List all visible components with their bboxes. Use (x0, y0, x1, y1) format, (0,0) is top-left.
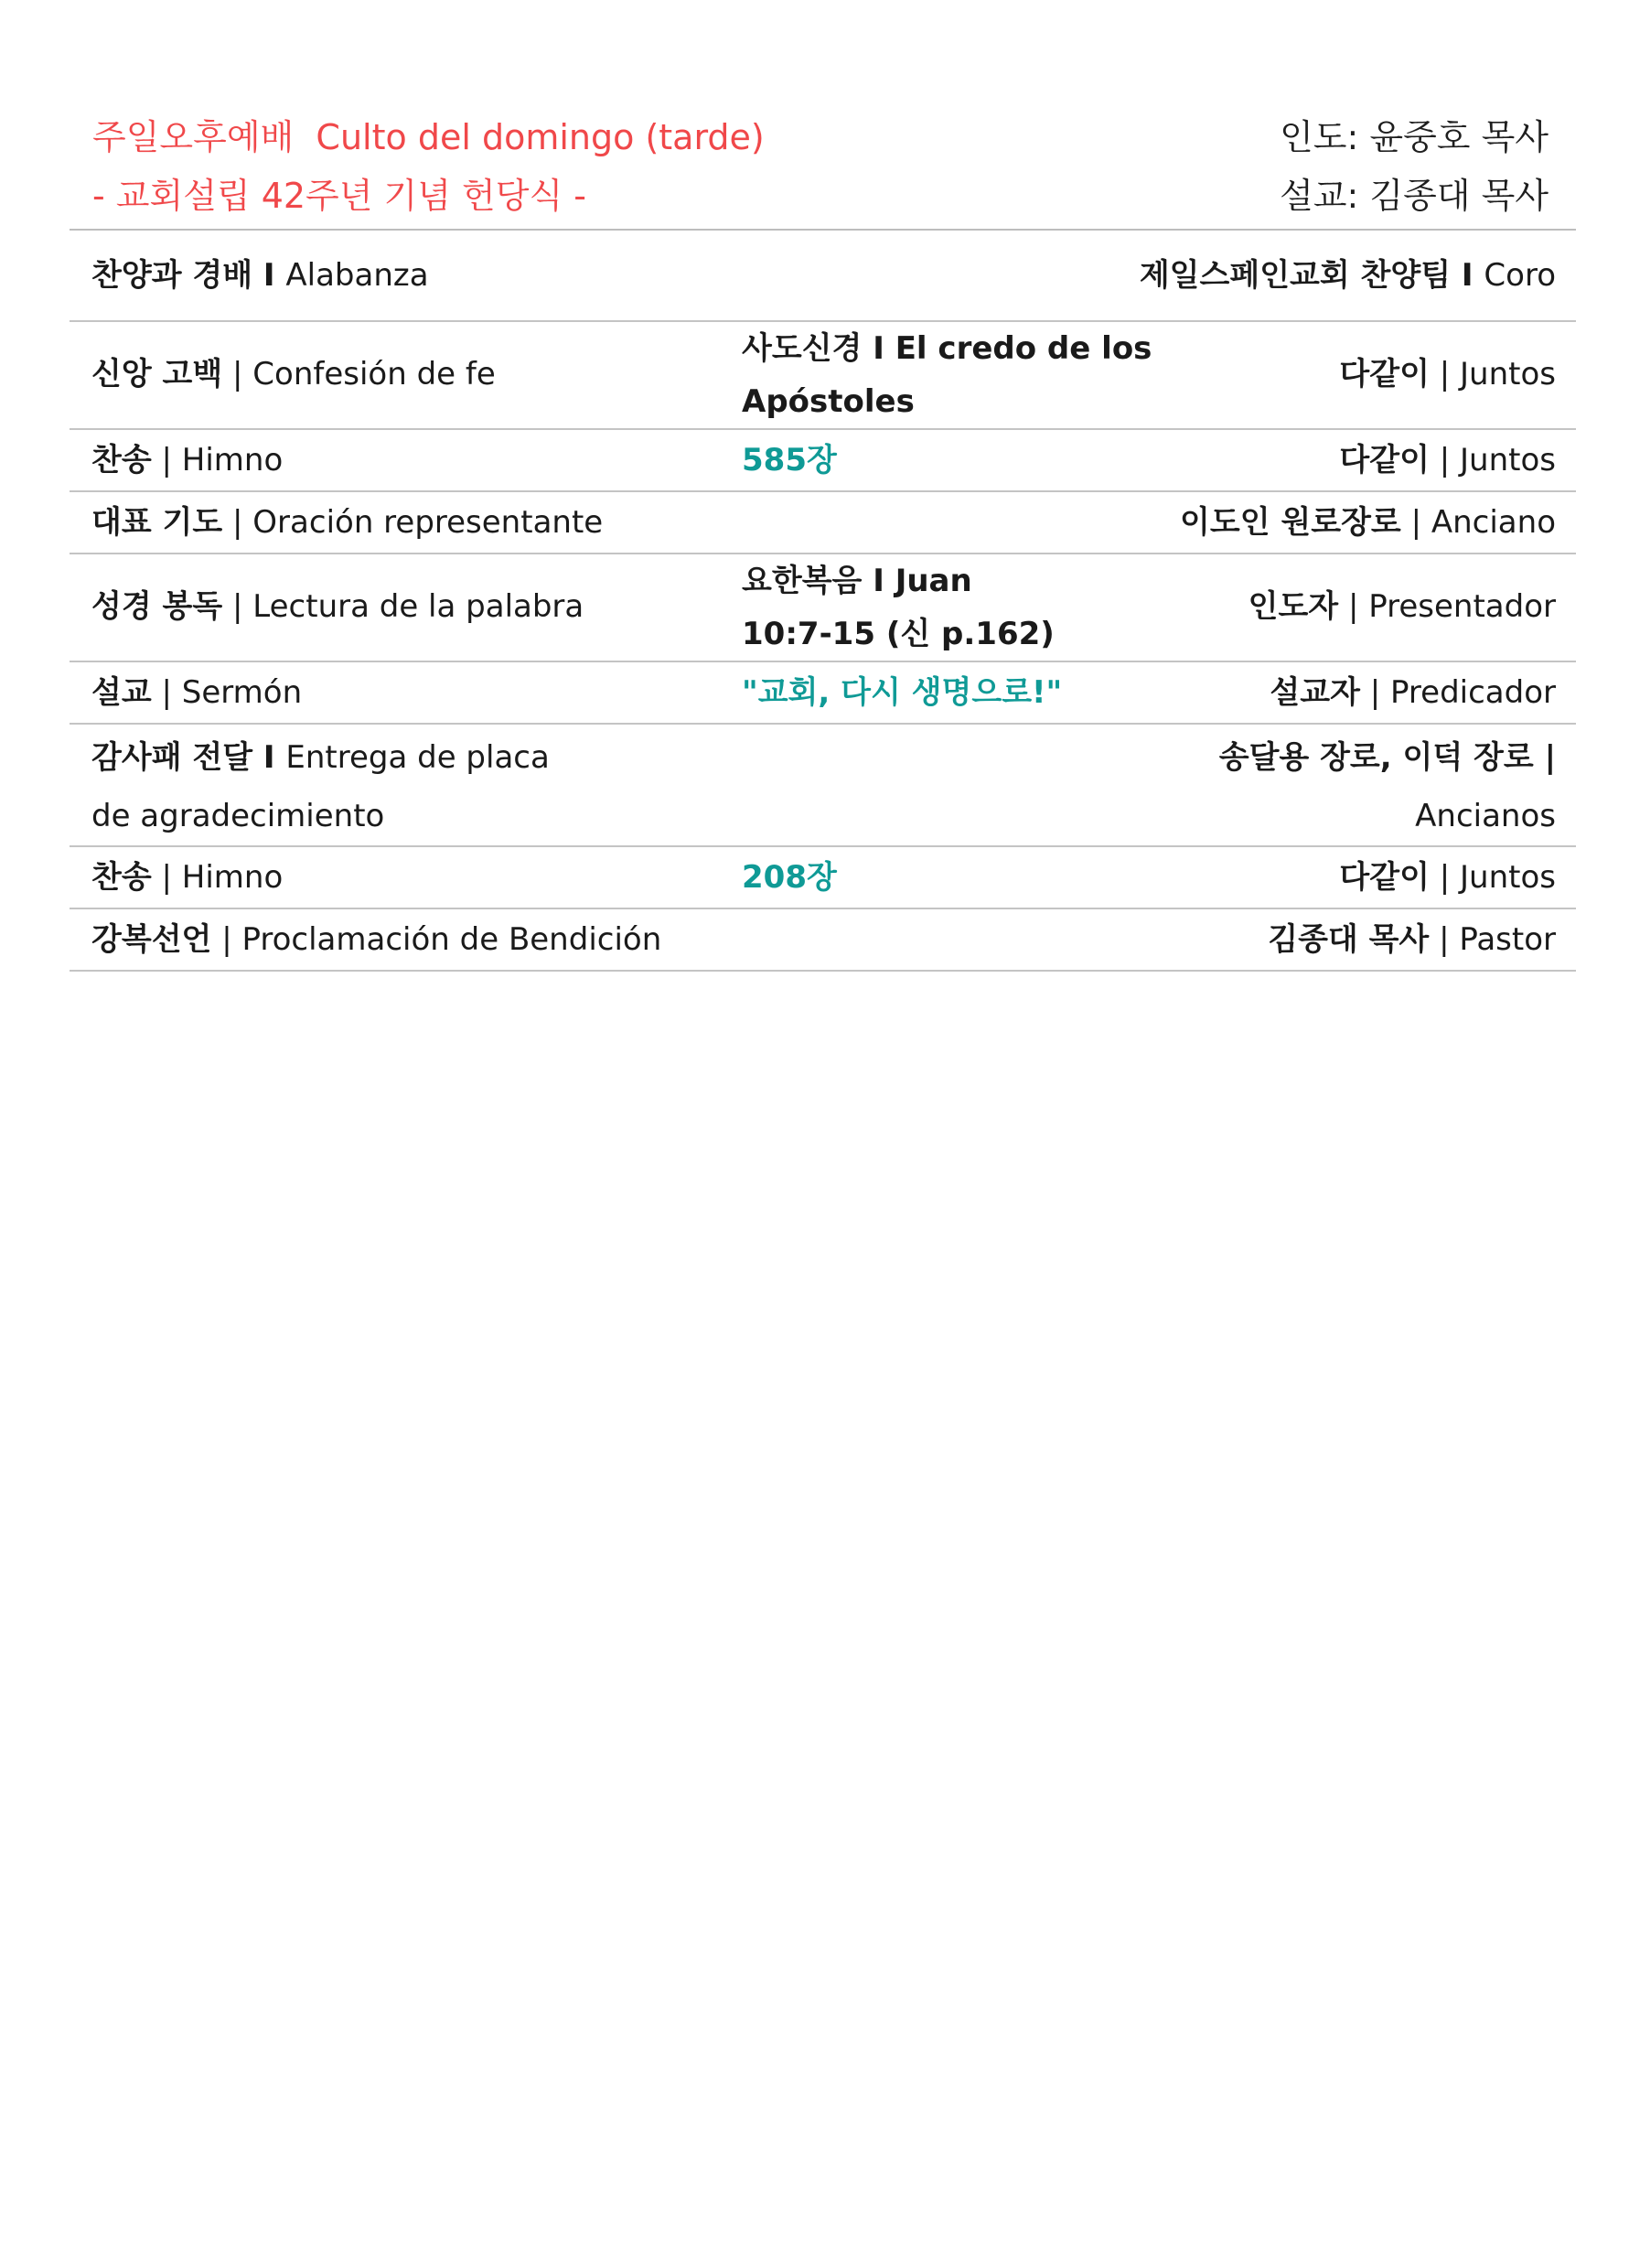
bulletin-header (70, 101, 1576, 229)
detail-line: 10:7-15 (신 p.162) (742, 616, 1055, 652)
service-row (70, 322, 1576, 430)
item-separator: | (151, 442, 182, 478)
row-item (91, 496, 603, 549)
row-detail (742, 666, 1126, 719)
responsible-korean: 이도인 원로장로 (1180, 504, 1401, 541)
service-subtitle: - 교회설립 42주년 기념 헌당식 - (92, 176, 586, 216)
row-detail (742, 554, 1126, 661)
service-row (70, 847, 1576, 909)
responsible-spanish: Pastor (1459, 921, 1556, 958)
row-responsible (1249, 580, 1556, 633)
item-korean: 대표 기도 (91, 504, 223, 541)
service-leaders-block (1280, 108, 1549, 225)
item-separator: | (222, 588, 253, 625)
item-korean: 설교 (91, 674, 152, 711)
responsible-korean: 다같이 (1339, 442, 1430, 478)
service-row (70, 231, 1576, 322)
row-detail (742, 851, 1126, 904)
item-separator: | (211, 921, 242, 958)
item-separator: | (222, 504, 253, 541)
row-responsible (1339, 434, 1556, 487)
item-spanish: Himno (181, 442, 284, 478)
service-title-korean: 주일오후예배 (92, 117, 295, 157)
service-title-spanish: Culto del domingo (tarde) (316, 117, 765, 157)
detail-line: Apóstoles (742, 383, 915, 420)
service-row (70, 725, 1576, 847)
row-responsible (1339, 851, 1556, 904)
responsible-separator: | (1429, 859, 1461, 896)
row-item (91, 666, 302, 719)
detail-line: 사도신경 I El credo de los (742, 330, 1152, 367)
order-of-service (70, 231, 1576, 972)
service-row (70, 909, 1576, 972)
responsible-spanish: Juntos (1460, 442, 1556, 478)
service-row (70, 662, 1576, 725)
detail-line: 요한복음 I Juan (742, 563, 972, 599)
item-spanish: Confesión de fe (252, 356, 496, 392)
item-separator: | (151, 859, 182, 896)
responsible-spanish: Predicador (1390, 674, 1556, 711)
responsible-spanish: Ancianos (1415, 798, 1556, 834)
row-item (91, 249, 429, 302)
service-row (70, 554, 1576, 662)
responsible-spanish: Juntos (1460, 859, 1556, 896)
row-item (91, 851, 283, 904)
preacher-line: 설교: 김종대 목사 (1280, 176, 1549, 216)
item-separator: I (252, 739, 286, 776)
item-spanish: Proclamación de Bendición (241, 921, 662, 958)
responsible-spanish: Presentador (1368, 588, 1556, 625)
item-spanish: Lectura de la palabra (252, 588, 584, 625)
row-detail (742, 434, 1126, 487)
item-separator: I (252, 257, 286, 294)
item-korean: 강복선언 (91, 921, 212, 958)
responsible-korean: 제일스페인교회 찬양팀 (1139, 257, 1452, 294)
row-responsible (1270, 666, 1556, 719)
item-korean: 찬송 (91, 442, 152, 478)
responsible-korean: 인도자 (1248, 588, 1339, 625)
responsible-spanish: Coro (1484, 257, 1556, 294)
responsible-korean: 송달용 장로, 이덕 장로 | (1218, 739, 1556, 776)
item-korean: 감사패 전달 (91, 739, 253, 776)
row-item (91, 434, 283, 487)
responsible-separator: | (1400, 504, 1431, 541)
row-responsible (1180, 496, 1556, 549)
responsible-korean: 설교자 (1270, 674, 1360, 711)
row-item (91, 728, 550, 845)
item-spanish: Entrega de placa (285, 739, 550, 776)
item-spanish: de agradecimiento (91, 798, 385, 834)
responsible-separator: | (1429, 921, 1460, 958)
item-separator: | (151, 674, 182, 711)
row-item (91, 348, 496, 401)
item-korean: 찬송 (91, 859, 152, 896)
leader-line: 인도: 윤중호 목사 (1280, 117, 1549, 157)
hymn-number: 585장 (742, 442, 837, 478)
item-spanish: Sermón (181, 674, 303, 711)
responsible-separator: | (1429, 356, 1461, 392)
item-spanish: Himno (181, 859, 284, 896)
responsible-separator: | (1359, 674, 1391, 711)
row-responsible (1219, 728, 1556, 845)
responsible-separator: | (1338, 588, 1369, 625)
item-korean: 찬양과 경배 (91, 257, 253, 294)
row-item (91, 913, 661, 966)
row-responsible (1339, 348, 1556, 401)
sermon-title: "교회, 다시 생명으로!" (742, 674, 1063, 711)
responsible-korean: 김종대 목사 (1268, 921, 1430, 958)
service-title (92, 108, 765, 167)
hymn-number: 208장 (742, 859, 837, 896)
responsible-separator: | (1429, 442, 1461, 478)
row-responsible (1140, 249, 1556, 302)
item-spanish: Alabanza (285, 257, 429, 294)
service-row (70, 430, 1576, 492)
item-spanish: Oración representante (252, 504, 604, 541)
responsible-separator: I (1451, 257, 1484, 294)
item-korean: 신앙 고백 (91, 356, 223, 392)
service-title-block (92, 108, 765, 225)
row-detail (742, 322, 1152, 428)
row-item (91, 580, 584, 633)
responsible-spanish: Anciano (1431, 504, 1556, 541)
responsible-spanish: Juntos (1460, 356, 1556, 392)
row-responsible (1268, 913, 1556, 966)
service-row (70, 492, 1576, 554)
item-separator: | (222, 356, 253, 392)
responsible-korean: 다같이 (1339, 859, 1430, 896)
item-korean: 성경 봉독 (91, 588, 223, 625)
responsible-korean: 다같이 (1339, 356, 1430, 392)
